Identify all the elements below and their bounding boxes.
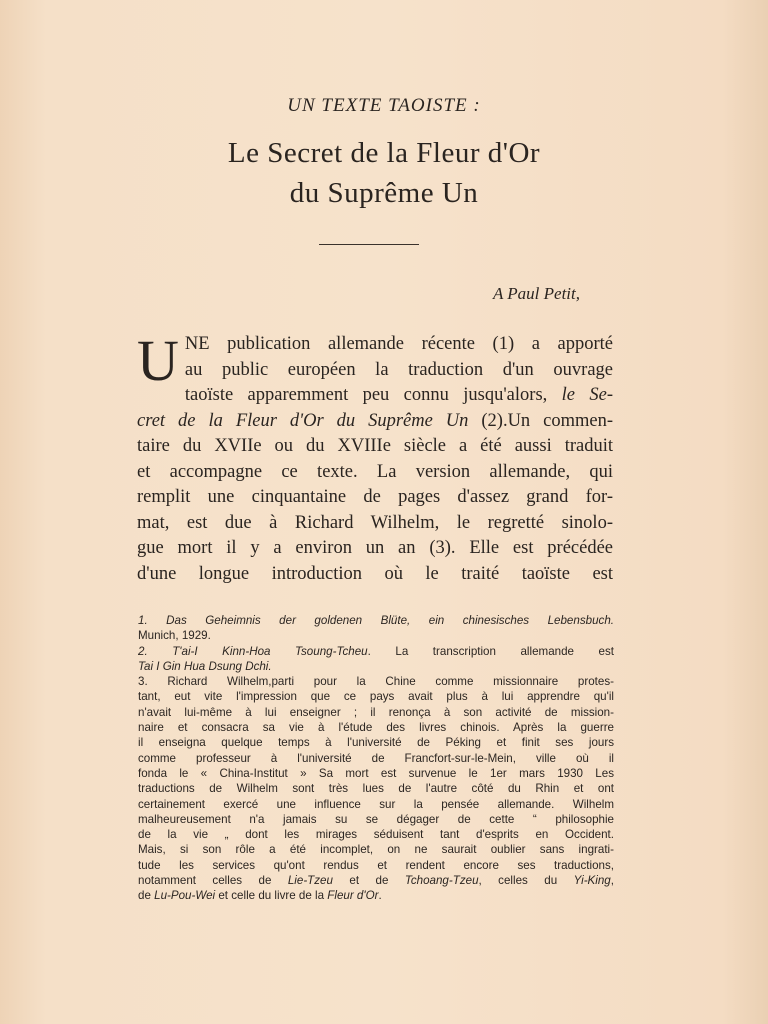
footnote-line: comme professeur à l'université de Francfort-sur-le-Mein, ville où il [138, 751, 614, 765]
footnote-text: . La transcription allemande est [367, 644, 614, 658]
footnote-line: 1. Das Geheimnis der goldenen Blüte, ein chinesisches Lebensbuch. [138, 614, 614, 627]
body-line: NE publication allemande récente (1) a apporté [184, 334, 613, 354]
body-text [137, 328, 614, 587]
footnote-italic: Lu-Pou-Wei [154, 889, 216, 903]
dedication: A Paul Petit, [492, 284, 580, 303]
body-line: mat, est due à Richard Wilhelm, le regretté sinolo- [137, 512, 613, 533]
footnote-italic: Fleur d'Or [327, 889, 379, 903]
footnote-text: , [610, 874, 614, 888]
body-line: taire du XVIIe ou du XVIIIe siècle a été aussi traduit [137, 436, 613, 456]
footnote-text: et de [332, 874, 405, 888]
footnote-3 [138, 674, 614, 903]
footnote-line: Mais, si son rôle a été incomplet, on ne saurait oublier sans ingrati- [138, 843, 614, 857]
body-line [137, 409, 613, 435]
footnote-text: notamment celles de [138, 874, 288, 888]
footnote-1 [138, 613, 614, 644]
footnote-text: . [378, 889, 382, 903]
footnote-line: Munich, 1929. [138, 629, 211, 643]
footnote-line: fonda le « China-Institut » Sa mort est survenue le 1er mars 1930 Les [138, 766, 614, 780]
footnote-text: , celles du [478, 874, 574, 888]
title-line-1: Le Secret de la Fleur d'Or [227, 137, 541, 169]
body-line: remplit une cinquantaine de pages d'assez grand for- [137, 487, 613, 507]
footnotes [138, 613, 614, 904]
footnote-line: de la vie „ dont les mirages séduisent tant d'esprits en Occident. [138, 828, 614, 842]
body-line: au public européen la traduction d'un ouvrage [184, 359, 613, 380]
body-line: et accompagne ce texte. La version allemande, qui [137, 461, 613, 482]
footnote-text: de [138, 889, 155, 903]
section-kicker: UN TEXTE TAOISTE : [287, 95, 481, 116]
footnote-line: naire et consacra sa vie à l'étude des livres chinois. Après la guerre [138, 721, 614, 735]
body-line: d'une longue introduction où le traité taoïste est [137, 563, 613, 584]
footnote-line: malheureusement n'a jamais su se dégager de cette “ philosophie [138, 812, 614, 826]
footnote-line: certainement exercé une influence sur la pensée allemande. Wilhelm [138, 797, 614, 811]
footnote-line [138, 888, 614, 903]
footnote-line: tant, eut vite l'impression que ce pays avait plus à lui apprendre qu'il [138, 690, 614, 704]
footnote-line: tude les services qu'ont rendus et rendent encore ses traductions, [138, 858, 614, 872]
body-line-italic: cret de la Fleur d'Or du Suprême Un [137, 410, 469, 431]
footnote-italic: 2. T'ai-I Kinn-Hoa Tsoung-Tcheu [138, 644, 368, 658]
body-line [137, 383, 613, 409]
footnote-line: il enseigna quelque temps à l'université de Péking et finit ses jours [138, 736, 614, 750]
footnote-line: Tai I Gin Hua Dsung Dchi. [138, 659, 272, 673]
footnote-italic: Tchoang-Tzeu [404, 874, 479, 888]
footnote-text: et celle du livre de la [215, 889, 328, 903]
footnote-line [138, 644, 614, 659]
body-line-text: taoïste apparemment peu connu jusqu'alors, [184, 385, 548, 405]
title-line-2: du Suprême Un [289, 177, 479, 209]
footnote-2 [138, 644, 614, 675]
footnote-line: traductions de Wilhelm sont très lues de l'autre côté du Rhin et ont [138, 782, 614, 796]
body-line: gue mort il y a environ un an (3). Elle est précédée [137, 538, 613, 558]
body-line-text: (2).Un commen- [481, 410, 614, 431]
body-line-italic: le Se- [561, 385, 613, 405]
footnote-italic: Lie-Tzeu [287, 874, 333, 888]
title-rule [319, 244, 419, 245]
drop-cap: U [137, 328, 179, 393]
footnote-line: 3. Richard Wilhelm,parti pour la Chine comme missionnaire protes- [138, 675, 614, 689]
footnote-line [138, 873, 614, 888]
footnote-italic: Yi-King [573, 874, 611, 888]
footnote-line: n'avait lui-même à lui enseigner ; il renonça à son activité de mission- [138, 705, 614, 719]
